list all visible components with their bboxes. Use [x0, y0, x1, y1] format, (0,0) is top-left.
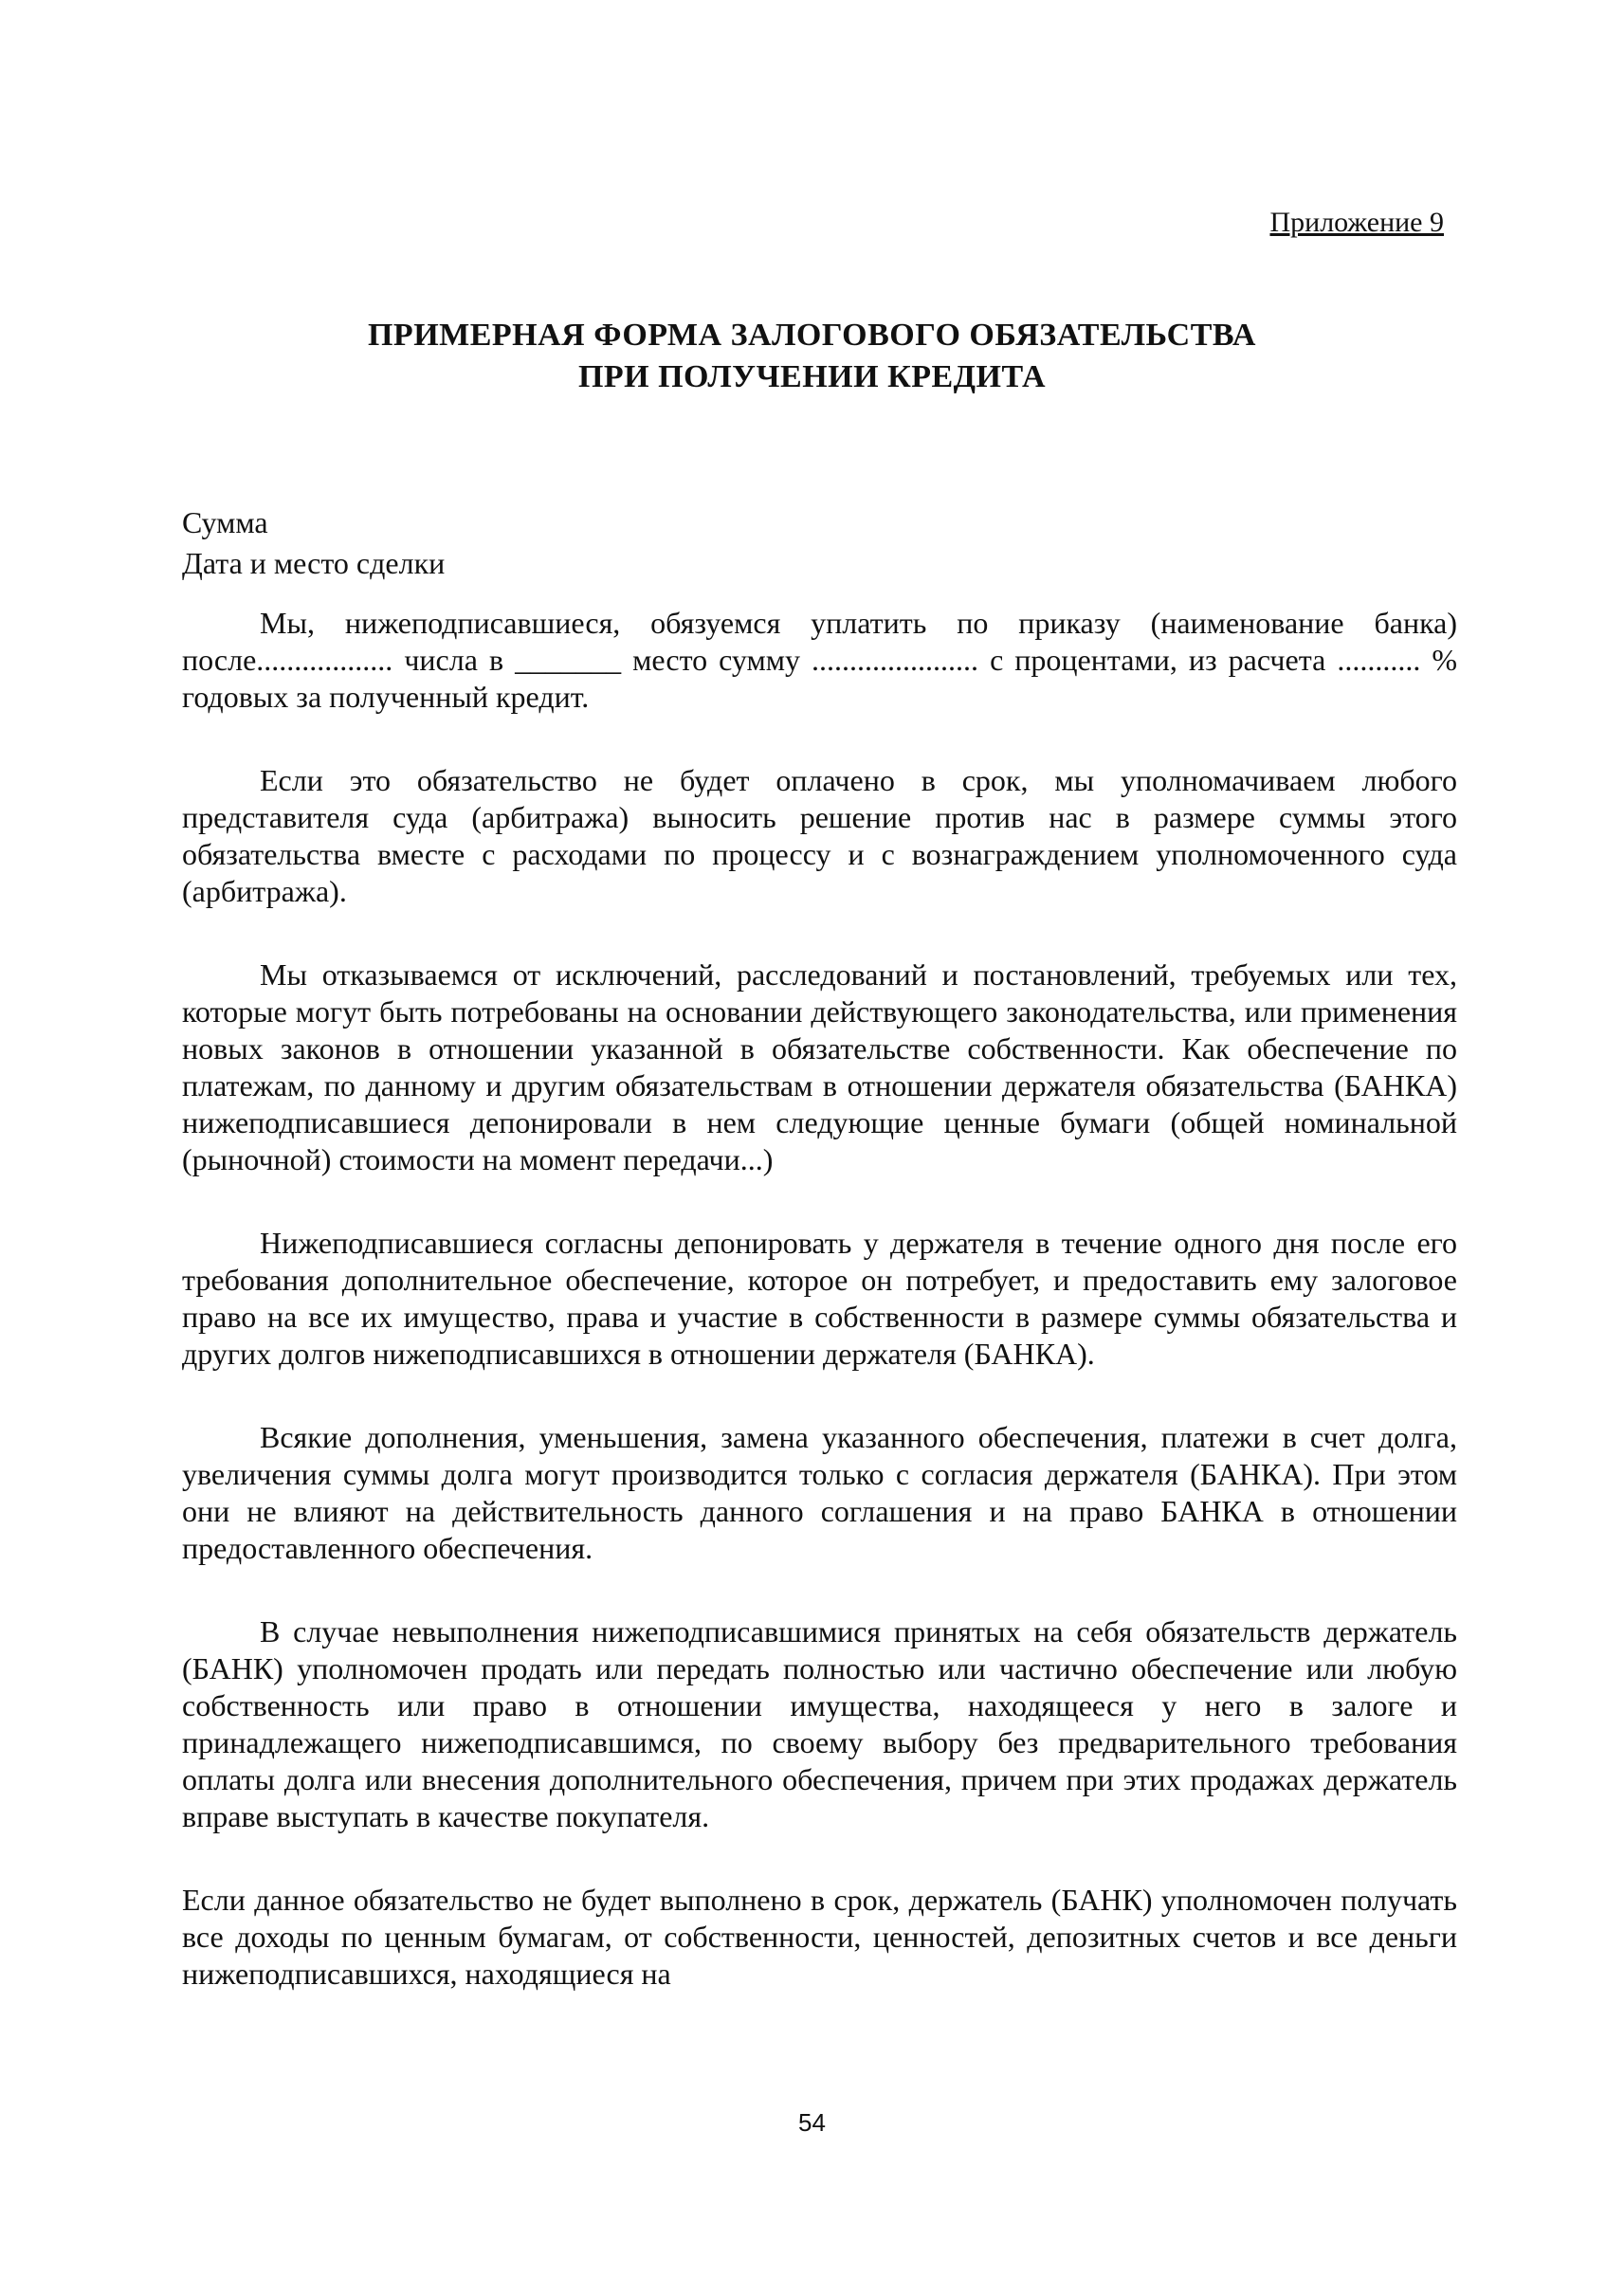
header-fields — [182, 502, 445, 584]
paragraph-additional-collateral: Нижеподписавшиеся согласны депонировать у держателя в течение одного дня после его требования дополнительное обеспечение, которое он потребует, и предоставить ему залоговое право на все их имущество, права и участие в собственности в размере суммы обязательства и других долгов нижеподписавшихся в отношении держателя (БАНКА). — [182, 1226, 1457, 1371]
date-place-field-label: Дата и место сделки — [182, 546, 446, 580]
title-line-2: ПРИ ПОЛУЧЕНИИ КРЕДИТА — [577, 359, 1047, 394]
appendix-label: Приложение 9 — [1269, 207, 1444, 238]
paragraph-default-income: Если данное обязательство не будет выполнено в срок, держатель (БАНК) уполномочен получать все доходы по ценным бумагам, от собственности, ценностей, депозитных счетов и все деньги нижеподписавшихся, находящиеся на — [182, 1883, 1457, 1991]
paragraph-waiver-securities: Мы отказываемся от исключений, расследований и постановлений, требуемых или тех, которые могут быть потребованы на основании действующего законодательства, или применения новых законов в отношении указанной в обязательстве собственности. Как обеспечение по платежам, по данному и другим обязательствам в отношении держателя обязательства (БАНКА) нижеподписавшиеся депонировали в нем следующие ценные бумаги (общей номинальной (рыночной) стоимости на момент передачи...) — [182, 957, 1457, 1176]
amount-field-label: Сумма — [182, 505, 268, 539]
paragraph-payment-obligation: Мы, нижеподписавшиеся, обязуемся уплатить по приказу (наименование банка) после.................. числа в _______ место сумму ...................... с процентами, из расчета ........... % годовых за полученный кредит. — [182, 606, 1457, 714]
paragraph-amendments: Всякие дополнения, уменьшения, замена указанного обеспечения, платежи в счет долга, увеличения суммы долга могут производится только с согласия держателя (БАНКА). При этом они не влияют на действительность данного соглашения и на право БАНКА в отношении предоставленного обеспечения. — [182, 1420, 1457, 1565]
document-body — [182, 605, 1457, 2039]
title-line-1: ПРИМЕРНАЯ ФОРМА ЗАЛОГОВОГО ОБЯЗАТЕЛЬСТВА — [367, 318, 1256, 353]
page-number: 54 — [798, 2108, 826, 2137]
paragraph-default-sale: В случае невыполнения нижеподписавшимися принятых на себя обязательств держатель (БАНК) уполномочен продать или передать полностью или частично обеспечение или любую собственность или право в отношении имущества, находящееся у него в залоге и принадлежащего нижеподписавшимся, по своему выбору без предварительного требования оплаты долга или внесения дополнительного обеспечения, причем при этих продажах держатель вправе выступать в качестве покупателя. — [182, 1614, 1457, 1833]
paragraph-court-authorization: Если это обязательство не будет оплачено в срок, мы уполномачиваем любого представителя суда (арбитража) выносить решение против нас в размере суммы этого обязательства вместе с расходами по процессу и с вознаграждением уполномоченного суда (арбитража). — [182, 763, 1457, 908]
document-title — [180, 315, 1444, 398]
